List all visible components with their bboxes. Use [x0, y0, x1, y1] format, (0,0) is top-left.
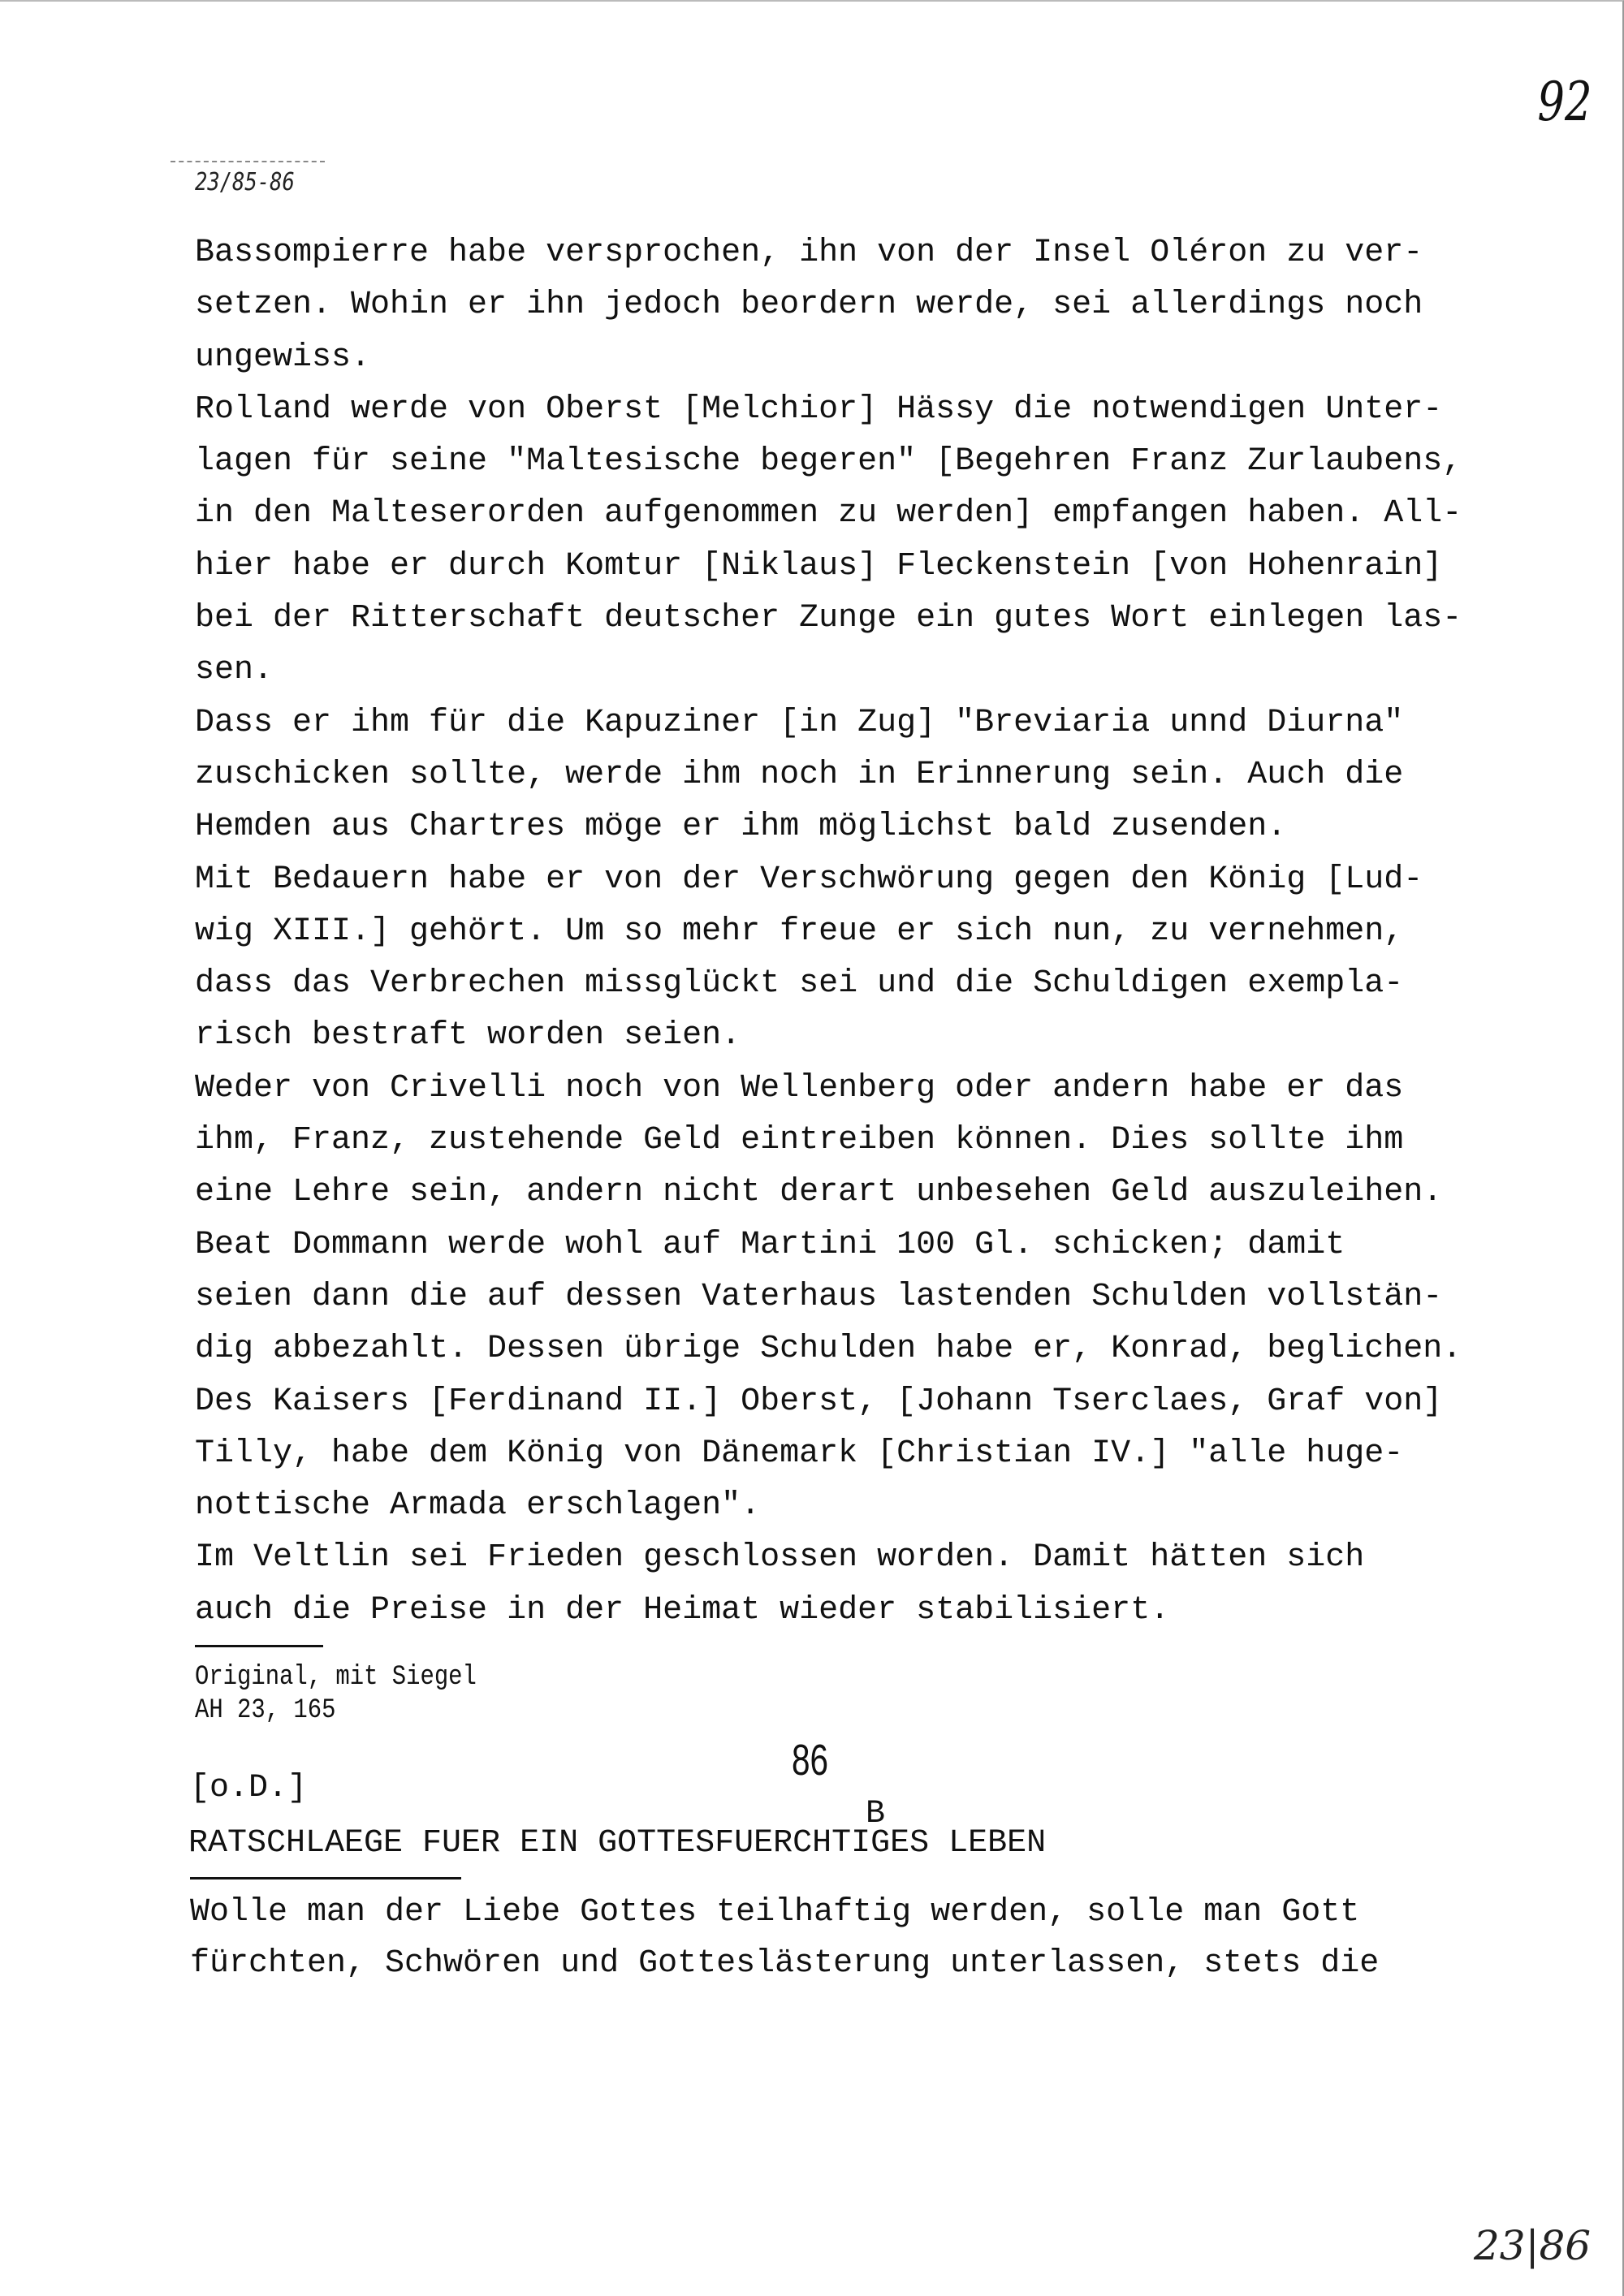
- body-line: lagen für seine "Maltesische begeren" [Begehren Franz Zurlaubens,: [195, 443, 1462, 481]
- body-line: Tilly, habe dem König von Dänemark [Christian IV.] "alle huge-: [195, 1435, 1404, 1472]
- body-line: dig abbezahlt. Dessen übrige Schulden habe er, Konrad, beglichen.: [195, 1331, 1462, 1368]
- body-line: ungewiss.: [195, 339, 371, 376]
- body-line: Mit Bedauern habe er von der Verschwörung gegen den König [Lud-: [195, 861, 1423, 898]
- body-line: dass das Verbrechen missglückt sei und die Schuldigen exempla-: [195, 965, 1404, 1003]
- title-underline: [190, 1877, 461, 1880]
- source-note-line2: AH 23, 165: [195, 1695, 336, 1726]
- document-title: RATSCHLAEGE FUER EIN GOTTESFUERCHTIGES LEBEN: [188, 1825, 1047, 1862]
- separator-rule: [195, 1645, 323, 1647]
- body-line: Des Kaisers [Ferdinand II.] Oberst, [Johann Tserclaes, Graf von]: [195, 1383, 1443, 1420]
- body-line: auch die Preise in der Heimat wieder stabilisiert.: [195, 1591, 1170, 1629]
- body-line: Dass er ihm für die Kapuziner [in Zug] "Breviaria unnd Diurna": [195, 704, 1404, 741]
- body-line: wig XIII.] gehört. Um so mehr freue er sich nun, zu vernehmen,: [195, 913, 1404, 950]
- letter-85-body: [195, 227, 1462, 1637]
- body-line: nottische Armada erschlagen".: [195, 1487, 761, 1525]
- body-line: sen.: [195, 652, 274, 689]
- body-line: Hemden aus Chartres möge er ihm möglichst bald zusenden.: [195, 809, 1287, 846]
- document-type-letter: B: [866, 1796, 886, 1832]
- body-line: Rolland werde von Oberst [Melchior] Hässy die notwendigen Unter-: [195, 391, 1443, 428]
- body-line: in den Malteserorden aufgenommen zu werden] empfangen haben. All-: [195, 495, 1462, 533]
- document-date: [o.D.]: [190, 1770, 308, 1806]
- body-line: setzen. Wohin er ihn jedoch beordern werde, sei allerdings noch: [195, 287, 1423, 324]
- body-line: ihm, Franz, zustehende Geld eintreiben können. Dies sollte ihm: [195, 1122, 1404, 1159]
- body-line: bei der Ritterschaft deutscher Zunge ein gutes Wort einlegen las-: [195, 600, 1462, 637]
- body-line: eine Lehre sein, andern nicht derart unbesehen Geld auszuleihen.: [195, 1174, 1443, 1211]
- dashed-rule: [171, 161, 325, 162]
- folio-number: 92: [1537, 71, 1592, 133]
- body-line: Weder von Crivelli noch von Wellenberg oder andern habe er das: [195, 1069, 1404, 1107]
- body-line: seien dann die auf dessen Vaterhaus lastenden Schulden vollstän-: [195, 1278, 1443, 1315]
- body-line: hier habe er durch Komtur [Niklaus] Fleckenstein [von Hohenrain]: [195, 547, 1443, 585]
- body-line: risch bestraft worden seien.: [195, 1017, 741, 1055]
- body-line: zuschicken sollte, werde ihm noch in Erinnerung sein. Auch die: [195, 756, 1404, 793]
- reference-number: 23/85-86: [195, 168, 295, 196]
- document-number: 86: [792, 1736, 829, 1785]
- doc-86-body-line: Wolle man der Liebe Gottes teilhaftig werden, solle man Gott: [190, 1894, 1360, 1931]
- corner-mark: 23|86: [1474, 2222, 1592, 2269]
- body-line: Beat Dommann werde wohl auf Martini 100 Gl. schicken; damit: [195, 1226, 1345, 1263]
- body-line: Bassompierre habe versprochen, ihn von der Insel Oléron zu ver-: [195, 235, 1423, 271]
- body-line: Im Veltlin sei Frieden geschlossen worden. Damit hätten sich: [195, 1539, 1365, 1577]
- doc-86-body-line: fürchten, Schwören und Gotteslästerung unterlassen, stets die: [190, 1945, 1380, 1982]
- source-note-line1: Original, mit Siegel: [195, 1662, 477, 1693]
